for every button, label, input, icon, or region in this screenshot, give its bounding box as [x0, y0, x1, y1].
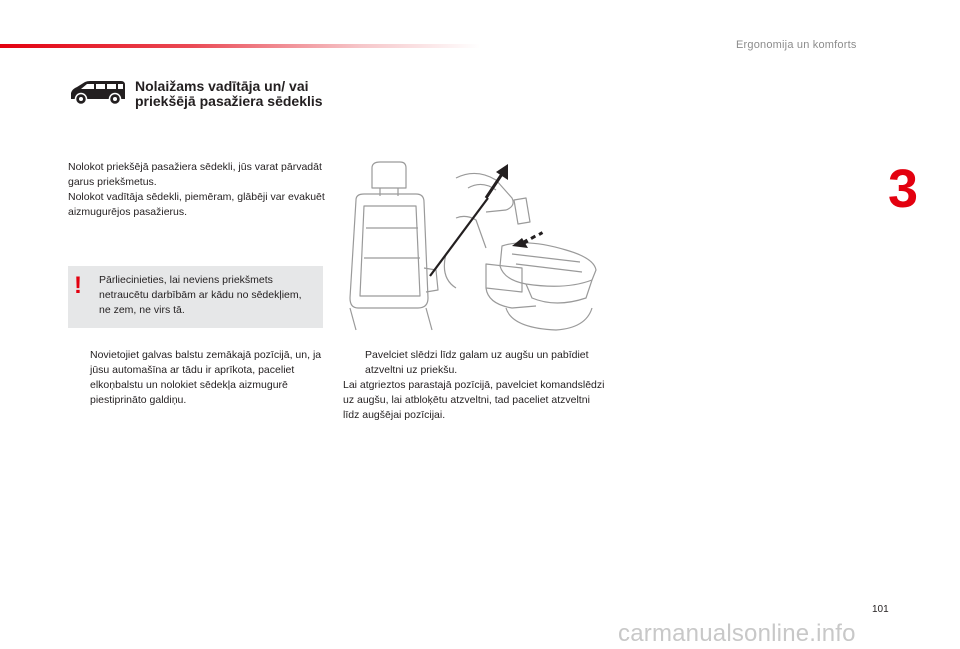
bullet-icon: [343, 348, 365, 378]
chapter-number: 3: [888, 159, 919, 219]
chapter-title: Ergonomija un komforts: [736, 39, 857, 51]
intro-text: [68, 160, 330, 220]
watermark: carmanualsonline.info: [618, 620, 856, 647]
page-number: 101: [872, 604, 889, 615]
step-note: Lai atgrieztos parastajā pozīcijā, pavelciet komandslēdzi uz augšu, lai atbloķētu atzveltni, tad paceliet atzveltni līdz augšējai pozīcijai.: [343, 379, 605, 421]
step-text: Novietojiet galvas balstu zemākajā pozīcijā, un, ja jūsu automašīna ar tādu ir aprīkota, paceliet elkoņbalstu un nolokiet sēdekļa aizmugurē piestiprināto galdiņu.: [90, 349, 322, 406]
bullet-icon: [68, 348, 90, 408]
step-left: [68, 348, 330, 408]
intro-paragraph: Nolokot priekšējā pasažiera sēdekli, jūs varat pārvadāt garus priekšmetus.: [68, 161, 322, 188]
step-right: [343, 348, 605, 423]
header-accent-bar: [0, 44, 480, 48]
warning-icon: !: [74, 272, 82, 299]
seat-folding-illustration: [336, 158, 600, 333]
warning-text: Pārliecinieties, lai neviens priekšmets netraucētu darbībām ar kādu no sēdekļiem, ne zem, ne virs tā.: [99, 274, 302, 316]
warning-box: [68, 266, 323, 328]
section-title: Nolaižams vadītāja un/ vai priekšējā pasažiera sēdeklis: [135, 78, 323, 109]
van-icon: [68, 78, 128, 106]
step-text: Pavelciet slēdzi līdz galam uz augšu un pabīdiet atzveltni uz priekšu.: [365, 349, 589, 376]
intro-paragraph: Nolokot vadītāja sēdekli, piemēram, glābēji var evakuēt aizmugurējos pasažierus.: [68, 191, 325, 218]
